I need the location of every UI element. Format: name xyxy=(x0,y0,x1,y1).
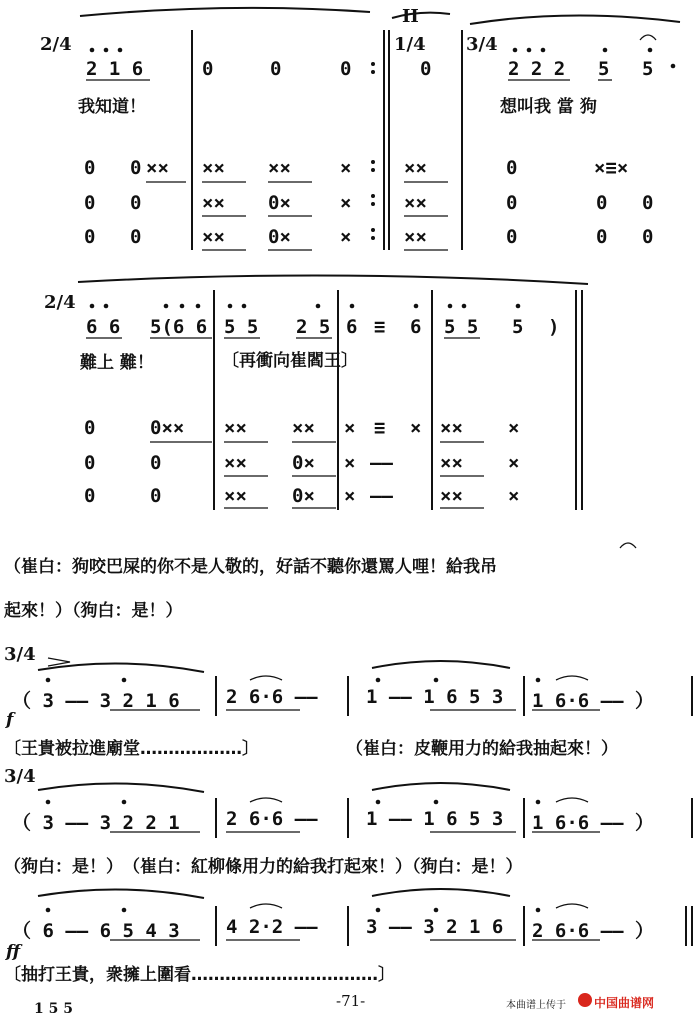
dynamic-mark: ff xyxy=(6,942,21,962)
voice-note: 0 xyxy=(202,58,214,80)
perc: × xyxy=(340,192,352,214)
voice-note: 2 1 6 xyxy=(86,58,144,80)
phrase: 2 6·6 —— xyxy=(226,808,318,830)
lyrics: 想叫我 當 狗 xyxy=(500,97,597,117)
perc: 0 xyxy=(130,157,142,179)
time-sig-3: 3/4 xyxy=(466,34,498,55)
phrase: 4 2·2 —— xyxy=(226,916,318,938)
perc: ×× xyxy=(224,417,247,439)
perc: 0 xyxy=(150,452,162,474)
dialogue-line: （崔白：狗咬巴屎的你不是人敬的，好話不聽你還罵人哩！給我吊 xyxy=(4,557,497,577)
voice-note: 5 xyxy=(512,316,524,338)
perc: 0 xyxy=(150,485,162,507)
dialogue-line: （狗白：是！） （崔白：紅柳條用力的給我打起來！）（狗白：是！） xyxy=(4,857,523,877)
voice-note: 5 xyxy=(642,58,654,80)
time-sig-2: 1/4 xyxy=(394,34,426,55)
perc: 0 xyxy=(642,192,654,214)
site-logo-text[interactable]: 中国曲谱网 xyxy=(594,996,655,1010)
stage-direction: 〔王貴被拉進廟堂………………〕 xyxy=(4,739,259,759)
dynamic-mark: f xyxy=(6,710,14,730)
perc: ×× xyxy=(292,417,315,439)
perc: 0 xyxy=(84,417,96,439)
voice-note: 0 xyxy=(420,58,432,80)
slur xyxy=(372,783,510,790)
perc: 0 xyxy=(596,192,608,214)
lyrics: 我知道！ xyxy=(78,97,146,117)
perc: ×× xyxy=(202,192,225,214)
time-sig: 2/4 xyxy=(44,292,76,313)
slur xyxy=(80,8,370,16)
voice-note: 6 xyxy=(410,316,422,338)
phrase: 1 6·6 —— ） xyxy=(532,690,654,712)
tie xyxy=(250,676,282,680)
perc: —— xyxy=(370,485,393,507)
rep-mark: II xyxy=(402,6,419,27)
tie xyxy=(250,904,282,908)
dialogue-line: （崔白：皮鞭用力的給我抽起來！） xyxy=(346,739,618,759)
stage-direction: 〔再衝向崔閻王〕 xyxy=(222,351,358,371)
voice-note: 0 xyxy=(340,58,352,80)
lyrics: 難上 難！ xyxy=(80,353,154,373)
voice-note: 6 6 xyxy=(86,316,121,338)
perc: × xyxy=(344,485,356,507)
perc: 0 xyxy=(84,192,96,214)
perc: ×× xyxy=(224,485,247,507)
voice-note: 0 xyxy=(270,58,282,80)
phrase: 2 6·6 —— ） xyxy=(532,920,654,942)
page-number: -71- xyxy=(336,992,366,1010)
perc: 0 xyxy=(130,226,142,248)
phrase: （ 3 —— 3 2 1 6 xyxy=(12,690,180,712)
phrase: 2 6·6 —— xyxy=(226,686,318,708)
voice-note: 5 xyxy=(598,58,610,80)
perc: ≡ xyxy=(374,417,386,439)
perc: ×× xyxy=(202,157,225,179)
perc: ×× xyxy=(202,226,225,248)
phrase: 3 —— 3 2 1 6 xyxy=(366,916,504,938)
tie xyxy=(556,798,588,802)
perc: × xyxy=(344,452,356,474)
fermata-icon xyxy=(620,543,636,548)
perc: ×× xyxy=(224,452,247,474)
perc: 0 xyxy=(506,192,518,214)
perc: 0 xyxy=(642,226,654,248)
perc: × xyxy=(410,417,422,439)
voice-note: ≡ xyxy=(374,316,386,338)
voice-note: 6 xyxy=(346,316,358,338)
slur xyxy=(78,275,588,284)
perc: × xyxy=(344,417,356,439)
slur xyxy=(372,661,510,668)
tie xyxy=(556,904,588,908)
voice-note: 2 2 2 xyxy=(508,58,566,80)
phrase: （ 3 —— 3 2 2 1 xyxy=(12,812,180,834)
upload-note: 本曲谱上传于 xyxy=(506,1000,566,1011)
perc: 0 xyxy=(130,192,142,214)
perc: 0 xyxy=(84,157,96,179)
perc: 0× xyxy=(268,192,291,214)
perc: 0× xyxy=(292,452,315,474)
phrase: 1 6·6 —— ） xyxy=(532,812,654,834)
perc: ×× xyxy=(268,157,291,179)
time-sig: 3/4 xyxy=(4,644,36,665)
perc: ×≡× xyxy=(594,157,629,179)
tie xyxy=(250,798,282,802)
phrase: 1 —— 1 6 5 3 xyxy=(366,686,504,708)
accent-icon xyxy=(48,658,70,666)
perc: 0× xyxy=(268,226,291,248)
perc: × xyxy=(340,226,352,248)
perc: 0 xyxy=(506,157,518,179)
voice-note: 5 5 xyxy=(444,316,479,338)
voice-note: ) xyxy=(548,316,560,338)
slur xyxy=(38,889,204,898)
dialogue-line: 起來！）（狗白：是！） xyxy=(4,601,183,621)
slur xyxy=(392,13,450,18)
perc: × xyxy=(508,485,520,507)
voice-note: 5 5 xyxy=(224,316,259,338)
perc: ×× xyxy=(146,157,169,179)
perc: 0 xyxy=(506,226,518,248)
perc: 0 xyxy=(84,226,96,248)
perc: × xyxy=(340,157,352,179)
voice-note: 2 5 xyxy=(296,316,331,338)
slur xyxy=(372,889,510,896)
time-sig-1: 2/4 xyxy=(40,34,72,55)
phrase: 1 —— 1 6 5 3 xyxy=(366,808,504,830)
perc: ×× xyxy=(440,485,463,507)
perc: ×× xyxy=(440,452,463,474)
time-sig: 3/4 xyxy=(4,766,36,787)
perc: 0 xyxy=(84,452,96,474)
slur xyxy=(470,15,680,24)
perc: × xyxy=(508,417,520,439)
perc: 0× xyxy=(292,485,315,507)
perc: ×× xyxy=(404,192,427,214)
stage-direction: 〔抽打王貴，衆擁上圍看……………………………〕 xyxy=(4,965,395,985)
perc: 0 xyxy=(596,226,608,248)
perc: ×× xyxy=(404,157,427,179)
slur xyxy=(38,663,204,672)
bottom-fragment: 1 5 5 xyxy=(34,1001,73,1017)
phrase: （ 6 —— 6 5 4 3 xyxy=(12,920,180,942)
perc: ×× xyxy=(440,417,463,439)
perc: × xyxy=(508,452,520,474)
fermata-icon xyxy=(640,35,656,40)
perc: 0 xyxy=(84,485,96,507)
voice-note: 5(6 6 xyxy=(150,316,208,338)
perc: ×× xyxy=(404,226,427,248)
perc: —— xyxy=(370,452,393,474)
tie xyxy=(556,676,588,680)
perc: 0×× xyxy=(150,417,185,439)
slur xyxy=(38,783,204,792)
